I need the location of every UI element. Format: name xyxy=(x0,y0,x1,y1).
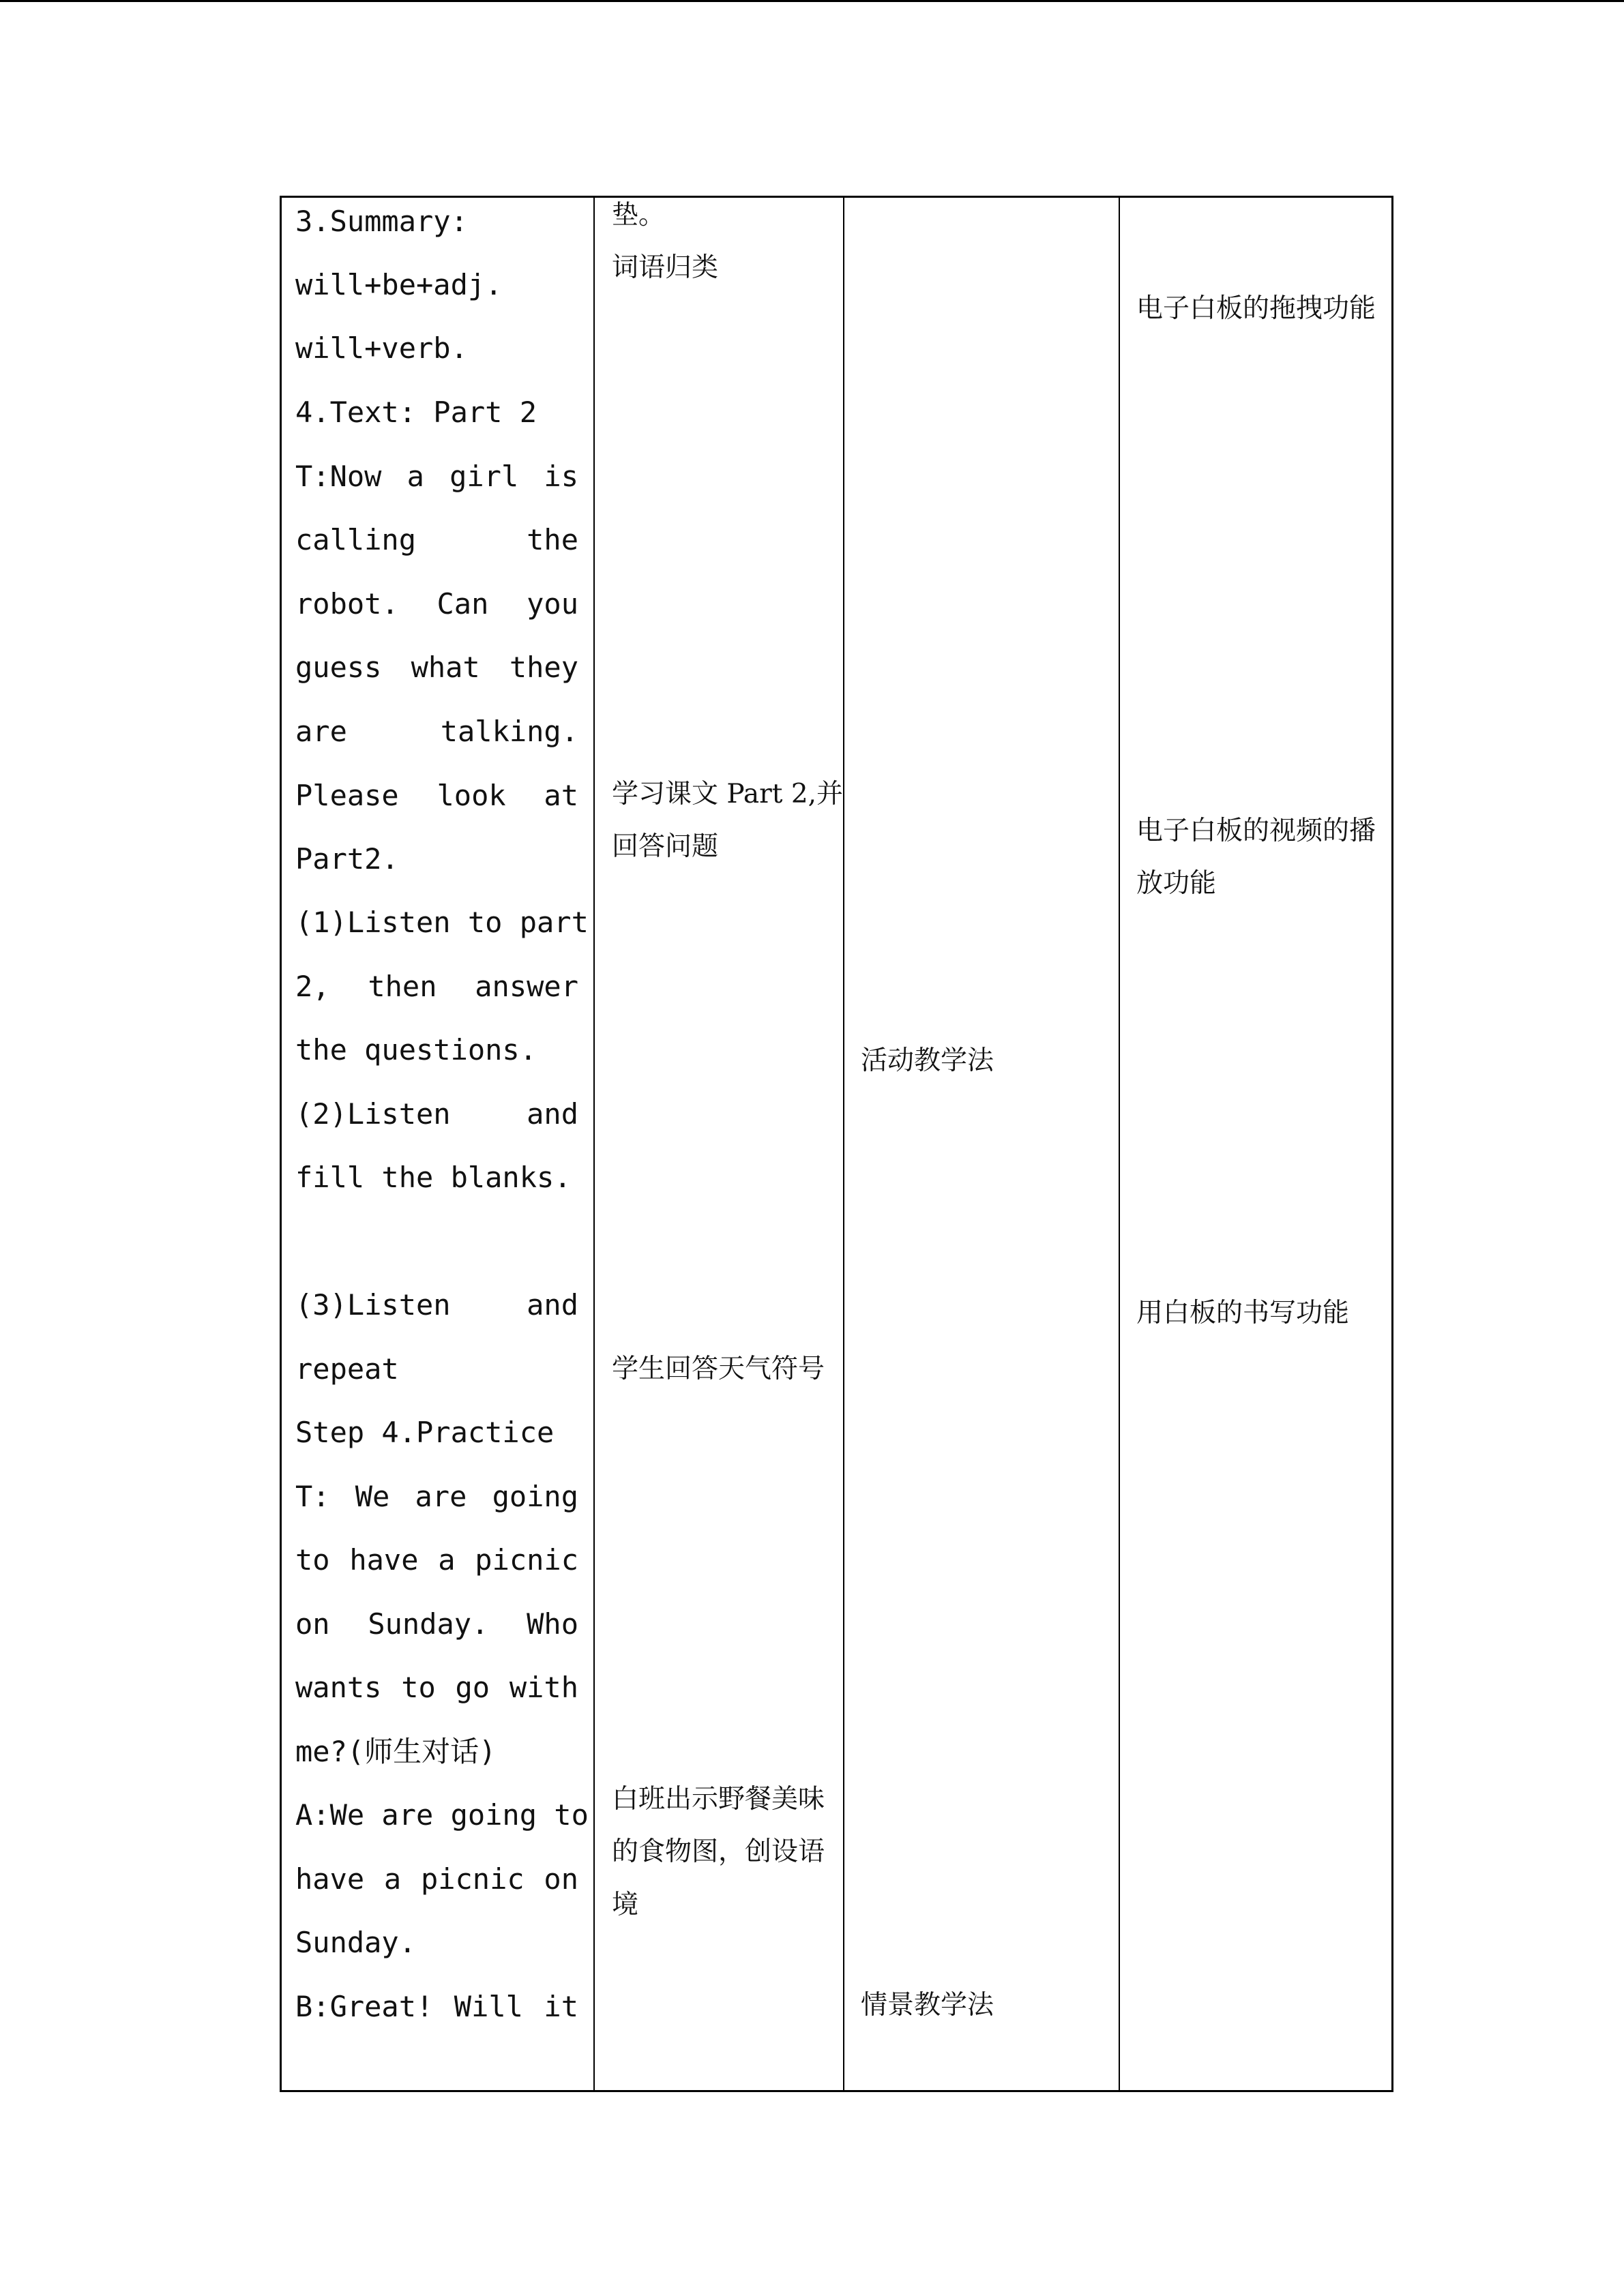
activity-line: Please look at xyxy=(295,779,578,812)
technology-use-line: 电子白板的视频的播 xyxy=(1136,816,1376,846)
column-divider xyxy=(593,198,595,2090)
student-activity-line: 回答问题 xyxy=(612,831,719,862)
activity-line: calling the xyxy=(295,523,578,556)
student-activity-line: 垫。 xyxy=(612,200,666,230)
activity-line: robot. Can you xyxy=(295,587,578,621)
activity-line: have a picnic on xyxy=(295,1862,578,1896)
activity-line: 3.Summary: xyxy=(295,205,468,238)
teaching-method-label: 情景教学法 xyxy=(861,1990,994,2021)
student-activity-line: 的食物图，创设语 xyxy=(612,1836,825,1867)
activity-line: Step 4.Practice xyxy=(295,1416,555,1449)
lesson-plan-table xyxy=(280,196,1393,2092)
activity-line: repeat xyxy=(295,1352,399,1386)
technology-use-line: 放功能 xyxy=(1136,868,1217,899)
activity-line: to have a picnic xyxy=(295,1543,578,1577)
page-top-border xyxy=(0,0,1624,2)
technology-use-line: 电子白板的拖拽功能 xyxy=(1136,293,1376,324)
activity-line: 4.Text: Part 2 xyxy=(295,396,537,429)
activity-line: A:We are going to xyxy=(295,1798,589,1832)
activity-line: T:Now a girl is xyxy=(295,460,578,493)
activity-line: T: We are going xyxy=(295,1480,578,1513)
student-activity-line: 学习课文 Part 2,并 xyxy=(612,779,844,809)
activity-line: Sunday. xyxy=(295,1926,417,1959)
activity-line: fill the blanks. xyxy=(295,1161,572,1194)
activity-line: (3)Listen and xyxy=(295,1288,578,1322)
activity-line: will+verb. xyxy=(295,331,468,365)
activity-line: on Sunday. Who xyxy=(295,1607,578,1641)
activity-line: will+be+adj. xyxy=(295,268,503,301)
activity-line: 2, then answer xyxy=(295,970,578,1003)
column-divider xyxy=(843,198,844,2090)
column-divider xyxy=(1119,198,1120,2090)
technology-use-line: 用白板的书写功能 xyxy=(1136,1298,1350,1328)
activity-line: Part2. xyxy=(295,842,399,876)
activity-line: me?(师生对话) xyxy=(295,1735,497,1768)
student-activity-line: 学生回答天气符号 xyxy=(612,1354,825,1384)
student-activity-line: 白班出示野餐美味 xyxy=(612,1784,825,1815)
teaching-method-label: 活动教学法 xyxy=(861,1045,994,1076)
activity-line: B:Great! Will it xyxy=(295,1990,578,2023)
activity-line: are talking. xyxy=(295,715,578,748)
activity-line: guess what they xyxy=(295,651,578,684)
activity-line: (2)Listen and xyxy=(295,1097,578,1131)
activity-line: (1)Listen to part xyxy=(295,906,589,939)
activity-line: wants to go with xyxy=(295,1671,578,1704)
activity-line: the questions. xyxy=(295,1033,537,1067)
student-activity-line: 境 xyxy=(612,1890,639,1920)
student-activity-line: 词语归类 xyxy=(612,252,719,283)
